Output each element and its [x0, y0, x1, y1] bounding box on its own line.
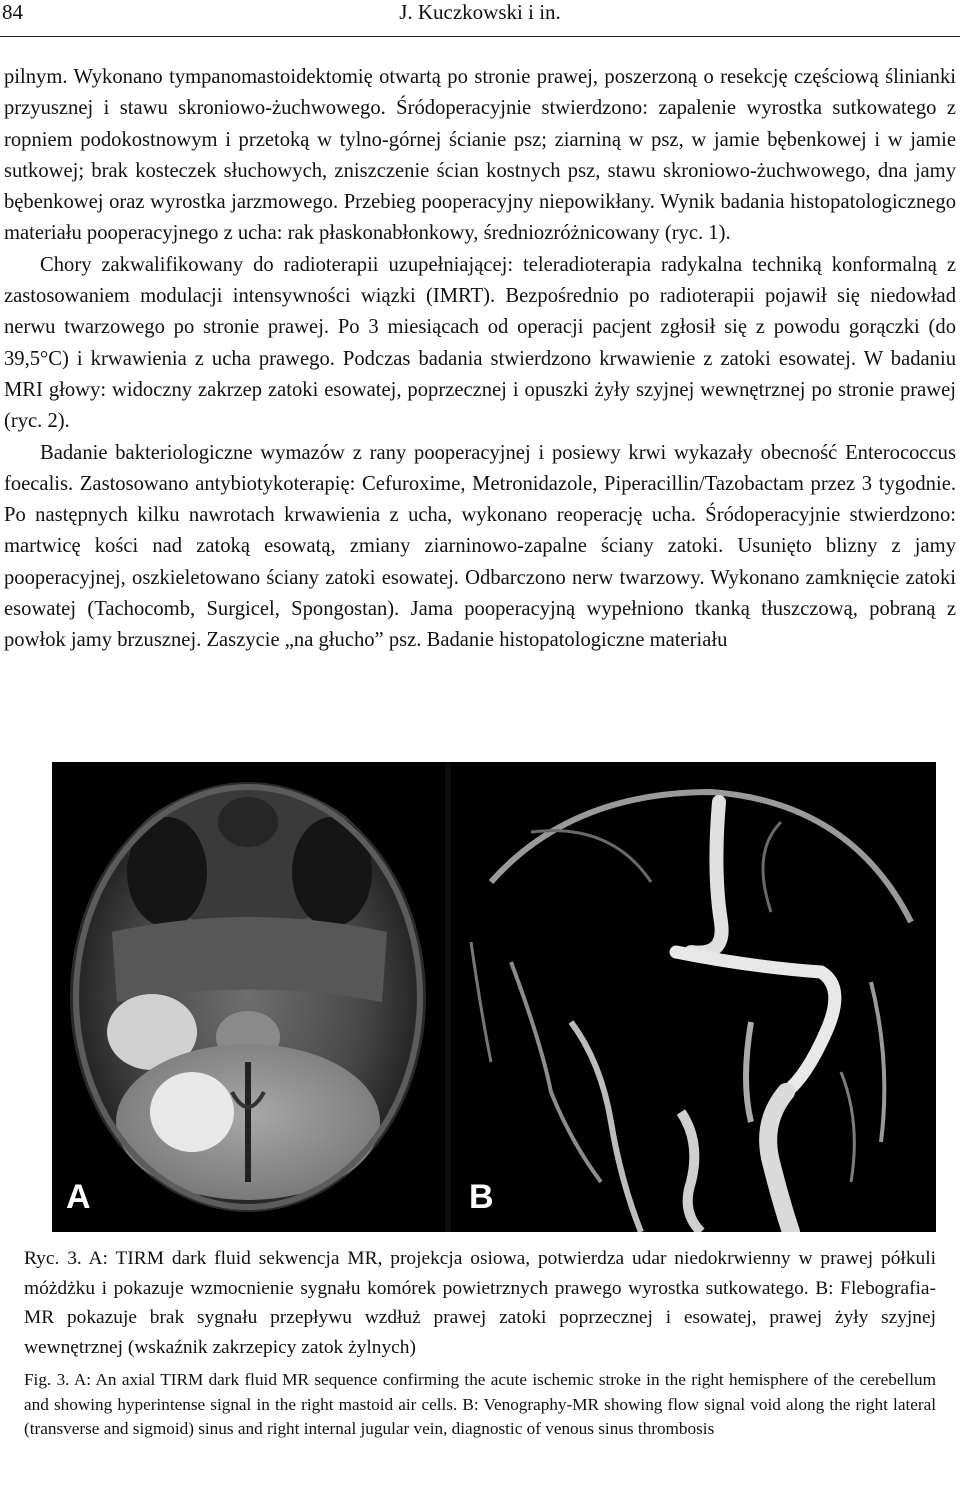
- figure-caption-polish: Ryc. 3. A: TIRM dark fluid sekwencja MR, projekcja osiowa, potwierdza udar niedokrwienny w prawej półkuli móżdżku i pokazuje wzmocnienie sygnału komórek powietrznych prawego wyrostka sutkowatego. B: Flebografia-MR pokazuje brak sygnału przepływu wzdłuż prawej zatoki poprzecznej i esowatej, prawej żyły szyjnej wewnętrznej (wskaźnik zakrzepicy zatok żylnych): [24, 1248, 936, 1358]
- paragraph: pilnym. Wykonano tympanomastoidektomię otwartą po stronie prawej, poszerzoną o resekcję częściową ślinianki przyusznej i stawu skroniowo-żuchwowego. Śródoperacyjnie stwierdzono: zapalenie wyrostka sutkowatego z ropniem podokostnowym i przetoką w tylno-górnej ścianie psz; ziarniną w psz, w jamie bębenkowej i w jamie sutkowej; brak kosteczek słuchowych, zniszczenie ścian kostnych psz, stawu skroniowo-żuchwowego, dna jamy bębenkowej oraz wyrostka jarzmowego. Przebieg pooperacyjny niepowikłany. Wynik badania histopatologicznego materiału pooperacyjnego z ucha: rak płaskonabłonkowy, średniozróżnicowany (ryc. 1).: [4, 66, 956, 245]
- venography-illustration: [451, 762, 936, 1232]
- panel-label-a: A: [66, 1178, 91, 1216]
- panel-label-b: B: [469, 1178, 494, 1216]
- paragraph: Chory zakwalifikowany do radioterapii uzupełniającej: teleradioterapia radykalna techniką konformalną z zastosowaniem modulacji intensywności wiązki (IMRT). Bezpośrednio po radioterapii pojawił się niedowład nerwu twarzowego po stronie prawej. Po 3 miesiącach od operacji pacjent zgłosił się z powodu gorączki (do 39,5°C) i krwawienia z ucha prawego. Podczas badania stwierdzono krwawienie z zatoki esowatej. W badaniu MRI głowy: widoczny zakrzep zatoki esowatej, poprzecznej i opuszki żyły szyjnej wewnętrznej po stronie prawej (ryc. 2).: [4, 253, 956, 433]
- page-number: 84: [2, 0, 23, 24]
- body-text: [4, 62, 956, 657]
- figure-caption-english: Fig. 3. A: An axial TIRM dark fluid MR sequence confirming the acute ischemic stroke in the right hemisphere of the cerebellum and showing hyperintense signal in the right mastoid air cells. B: Venography-MR showing flow signal void along the right lateral (transverse and sigmoid) sinus and right internal jugular vein, diagnostic of venous sinus thrombosis: [24, 1370, 936, 1439]
- page-header: [0, 0, 960, 37]
- figure-mri: [52, 762, 936, 1232]
- paragraph: Badanie bakteriologiczne wymazów z rany pooperacyjnej i posiewy krwi wykazały obecność Enterococcus foecalis. Zastosowano antybiotykoterapię: Cefuroxime, Metronidazole, Piperacillin/Tazobactam przez 3 tygodnie. Po następnych kilku nawrotach krwawienia z ucha, wykonano reoperację ucha. Śródoperacyjnie stwierdzono: martwicę kości nad zatoką esowatą, zmiany ziarninowo-zapalne ściany zatoki. Usunięto blizny z jamy pooperacyjnej, oszkieletowano ściany zatoki esowatej. Odbarczono nerw twarzowy. Wykonano zamknięcie zatoki esowatej (Tachocomb, Surgicel, Spongostan). Jama pooperacyjną wypełniono tkanką tłuszczową, pobraną z powłok jamy brzusznej. Zaszycie „na głucho” psz. Badanie histopatologiczne materiału: [4, 441, 956, 652]
- mr-venography-image: [451, 762, 936, 1232]
- axial-mri-illustration: [52, 762, 445, 1232]
- mri-axial-image: [52, 762, 445, 1232]
- running-head: J. Kuczkowski i in.: [399, 0, 561, 24]
